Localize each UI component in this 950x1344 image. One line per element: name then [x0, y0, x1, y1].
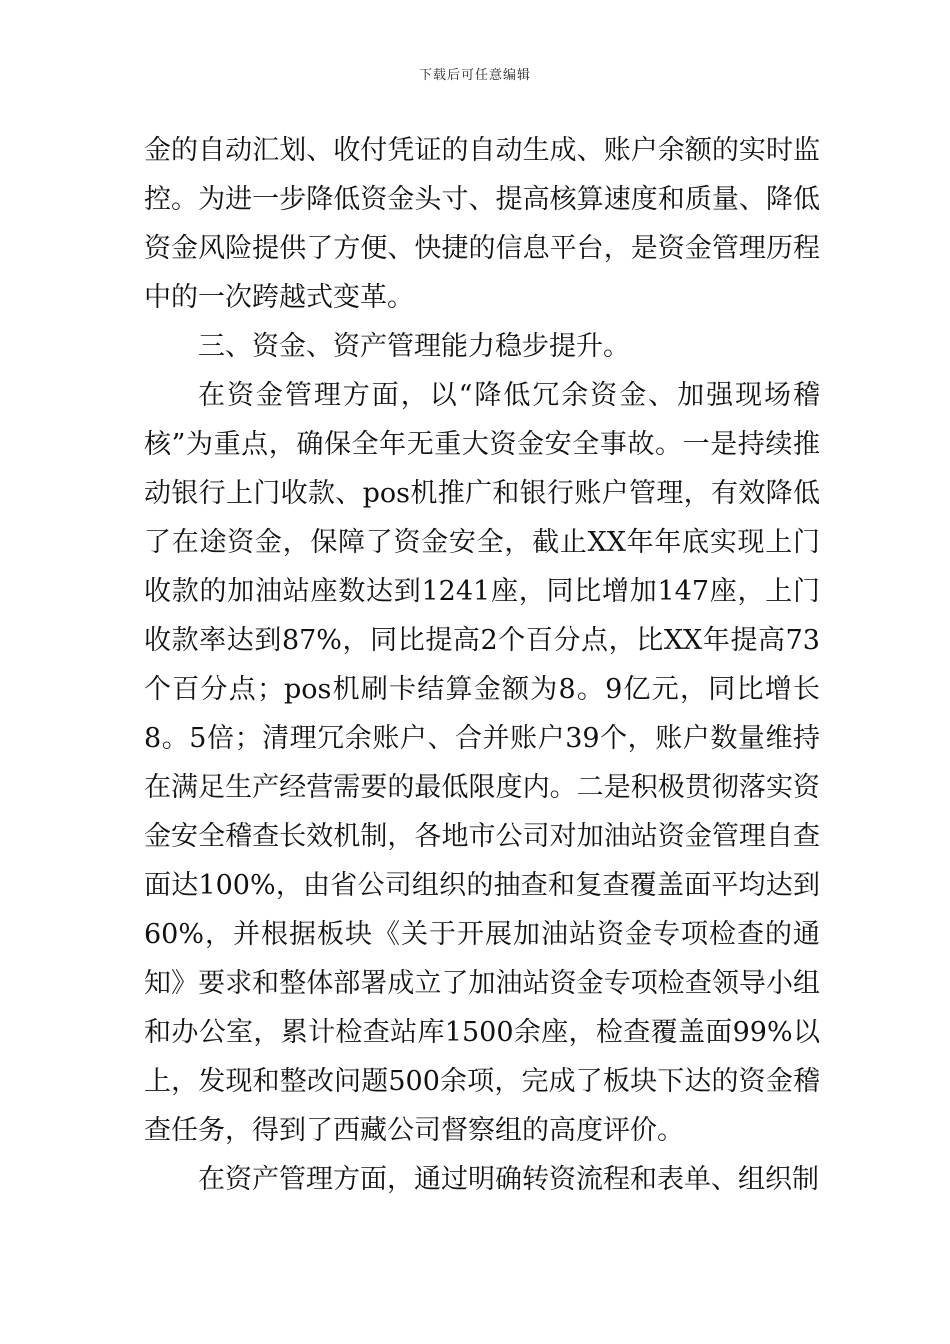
paragraph-asset-management: 在资产管理方面，通过明确转资流程和表单、组织制	[198, 1164, 819, 1195]
section-heading: 三、资金、资产管理能力稳步提升。	[198, 331, 630, 362]
page-header: 下载后可任意编辑	[418, 68, 531, 83]
document-body	[144, 126, 820, 1204]
paragraph-continuation: 金的自动汇划、收付凭证的自动生成、账户余额的实时监控。为进一步降低资金头寸、提高核算速度和质量、降低资金风险提供了方便、快捷的信息平台，是资金管理历程中的一次跨越式变革。	[144, 135, 820, 313]
paragraph-fund-management: 在资金管理方面，以“降低冗余资金、加强现场稽核”为重点，确保全年无重大资金安全事故。一是持续推动银行上门收款、pos机推广和银行账户管理，有效降低了在途资金，保障了资金安全，截止XX年年底实现上门收款的加油站座数达到1241座，同比增加147座，上门收款率达到87%，同比提高2个百分点，比XX年提高73个百分点；pos机刷卡结算金额为8。9亿元，同比增长8。5倍；清理冗余账户、合并账户39个，账户数量维持在满足生产经营需要的最低限度内。二是积极贯彻落实资金安全稽查长效机制，各地市公司对加油站资金管理自查面达100%，由省公司组织的抽查和复查覆盖面平均达到60%，并根据板块《关于开展加油站资金专项检查的通知》要求和整体部署成立了加油站资金专项检查领导小组和办公室，累计检查站库1500余座，检查覆盖面99%以上，发现和整改问题500余项，完成了板块下达的资金稽查任务，得到了西藏公司督察组的高度评价。	[144, 380, 820, 1146]
